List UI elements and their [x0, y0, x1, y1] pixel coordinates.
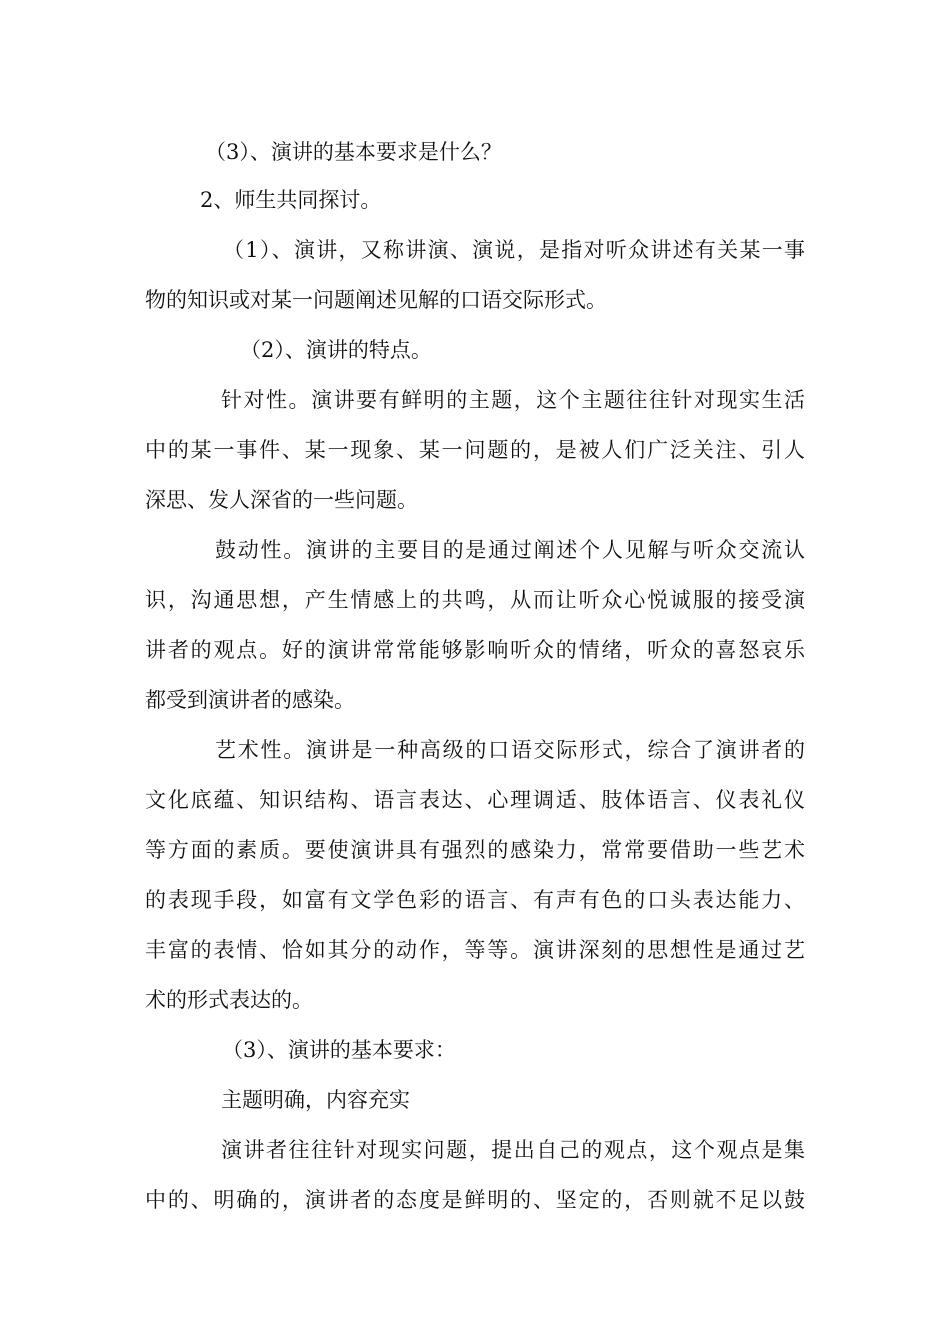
paragraph-inspiration-line-3: 讲者的观点。好的演讲常常能够影响听众的情绪，听众的喜怒哀乐 — [145, 638, 805, 662]
paragraph-inspiration-line-4: 都受到演讲者的感染。 — [145, 688, 355, 712]
subheading-features: （2）、演讲的特点。 — [240, 338, 432, 362]
paragraph-artistry-line-1: 艺术性。演讲是一种高级的口语交际形式，综合了演讲者的 — [215, 738, 805, 762]
question-heading-3: （3）、演讲的基本要求是什么？ — [205, 140, 502, 164]
paragraph-inspiration-line-2: 识，沟通思想，产生情感上的共鸣，从而让听众心悦诚服的接受演 — [145, 588, 805, 612]
paragraph-artistry-line-2: 文化底蕴、知识结构、语言表达、心理调适、肢体语言、仪表礼仪 — [145, 788, 805, 812]
paragraph-requirement-line-1: 演讲者往往针对现实问题，提出自己的观点，这个观点是集 — [221, 1138, 805, 1162]
paragraph-relevance-line-1: 针对性。演讲要有鲜明的主题，这个主题往往针对现实生活 — [221, 388, 805, 412]
paragraph-requirement-line-2: 中的、明确的，演讲者的态度是鲜明的、坚定的，否则就不足以鼓 — [145, 1188, 805, 1212]
paragraph-artistry-line-5: 丰富的表情、恰如其分的动作，等等。演讲深刻的思想性是通过艺 — [145, 938, 805, 962]
paragraph-relevance-line-2: 中的某一事件、某一现象、某一问题的，是被人们广泛关注、引人 — [145, 438, 805, 462]
paragraph-relevance-line-3: 深思、发人深省的一些问题。 — [145, 488, 418, 512]
paragraph-artistry-line-6: 术的形式表达的。 — [145, 988, 313, 1012]
paragraph-definition-line-1: （1）、演讲，又称讲演、演说，是指对听众讲述有关某一事 — [223, 238, 805, 262]
paragraph-definition-line-2: 物的知识或对某一问题阐述见解的口语交际形式。 — [145, 288, 607, 312]
paragraph-artistry-line-4: 的表现手段，如富有文学色彩的语言、有声有色的口头表达能力、 — [145, 888, 805, 912]
paragraph-artistry-line-3: 等方面的素质。要使演讲具有强烈的感染力，常常要借助一些艺术 — [145, 838, 805, 862]
section-heading-2: 2、师生共同探讨。 — [200, 188, 382, 212]
requirement-title: 主题明确，内容充实 — [221, 1088, 410, 1112]
subheading-requirements: （3）、演讲的基本要求： — [222, 1038, 456, 1062]
paragraph-inspiration-line-1: 鼓动性。演讲的主要目的是通过阐述个人见解与听众交流认 — [215, 538, 805, 562]
